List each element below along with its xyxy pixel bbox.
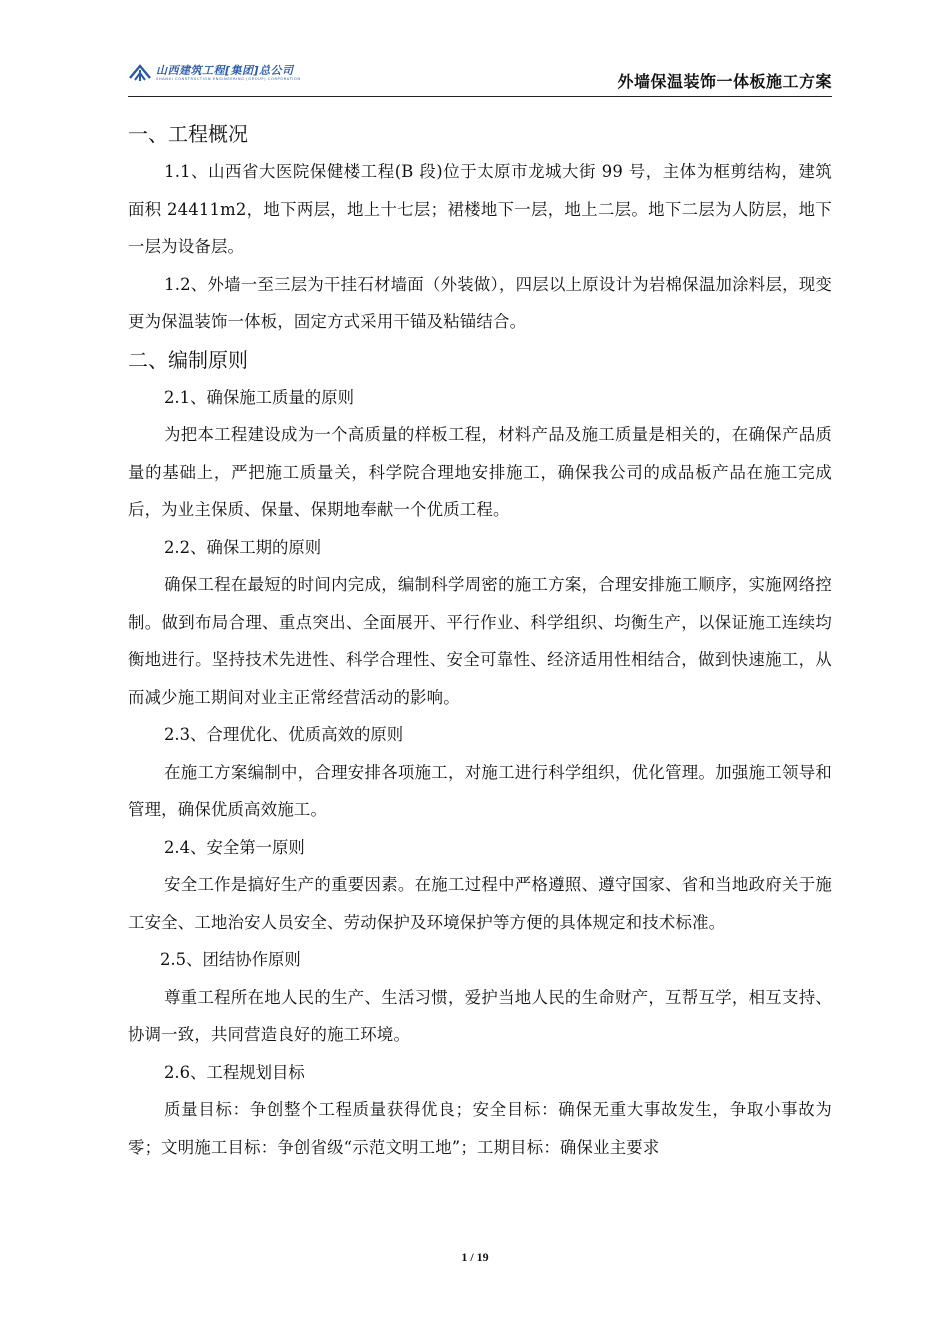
paragraph-2-3: 在施工方案编制中，合理安排各项施工，对施工进行科学组织，优化管理。加强施工领导和管理，确保优质高效施工。 xyxy=(128,762,832,819)
paragraph-2-2: 确保工程在最短的时间内完成，编制科学周密的施工方案，合理安排施工顺序，实施网络控制。做到布局合理、重点突出、全面展开、平行作业、科学组织、均衡生产，以保证施工连续均衡地进行。坚持技术先进性、科学合理性、安全可靠性、经济适用性相结合，做到快速施工，从而减少施工期间对业主正常经营活动的影响。 xyxy=(128,575,832,707)
subheading-2-5: 2.5、团结协作原则 xyxy=(160,950,301,969)
paragraph-2-6: 质量目标：争创整个工程质量获得优良；安全目标：确保无重大事故发生，争取小事故为零；文明施工目标：争创省级“示范文明工地”；工期目标：确保业主要求 xyxy=(128,1100,832,1157)
paragraph-1-1: 1.1、山西省大医院保健楼工程(B 段)位于太原市龙城大街 99 号，主体为框剪结构，建筑面积 24411m2，地下两层，地上十七层；裙楼地下一层，地上二层。地下二层为人防层，地下一层为设备层。 xyxy=(128,162,832,256)
section-heading-2: 二、编制原则 xyxy=(128,347,248,372)
paragraph-2-4: 安全工作是搞好生产的重要因素。在施工过程中严格遵照、遵守国家、省和当地政府关于施工安全、工地治安人员安全、劳动保护及环境保护等方便的具体规定和技术标准。 xyxy=(128,875,832,932)
logo-company-name: 山西建筑工程[集团]总公司 xyxy=(156,63,294,77)
paragraph-2-5: 尊重工程所在地人民的生产、生活习惯，爱护当地人民的生命财产，互帮互学，相互支持、协调一致，共同营造良好的施工环境。 xyxy=(128,987,832,1044)
section-heading-1: 一、工程概况 xyxy=(128,122,248,146)
logo-company-name-en: SHANXI CONSTRUCTION ENGINEERING (GROUP) CORPORATION xyxy=(156,76,301,81)
subheading-2-6: 2.6、工程规划目标 xyxy=(164,1062,305,1082)
document-title: 外墙保温装饰一体板施工方案 xyxy=(617,72,832,91)
document-body xyxy=(128,115,832,1166)
subheading-2-1: 2.1、确保施工质量的原则 xyxy=(164,387,354,407)
subheading-2-2: 2.2、确保工期的原则 xyxy=(164,537,322,557)
paragraph-2-1: 为把本工程建设成为一个高质量的样板工程，材料产品及施工质量是相关的，在确保产品质量的基础上，严把施工质量关，科学院合理地安排施工，确保我公司的成品板产品在施工完成后，为业主保质、保量、保期地奉献一个优质工程。 xyxy=(128,425,832,519)
page-header xyxy=(128,60,832,97)
paragraph-1-2: 1.2、外墙一至三层为干挂石材墙面（外装做），四层以上原设计为岩棉保温加涂料层，现变更为保温装饰一体板，固定方式采用干锚及粘锚结合。 xyxy=(128,274,832,331)
company-logo xyxy=(128,64,301,82)
page-number: 1 / 19 xyxy=(461,1250,489,1264)
company-logo-icon xyxy=(128,64,152,82)
subheading-2-3: 2.3、合理优化、优质高效的原则 xyxy=(164,725,404,744)
subheading-2-4: 2.4、安全第一原则 xyxy=(164,837,305,857)
